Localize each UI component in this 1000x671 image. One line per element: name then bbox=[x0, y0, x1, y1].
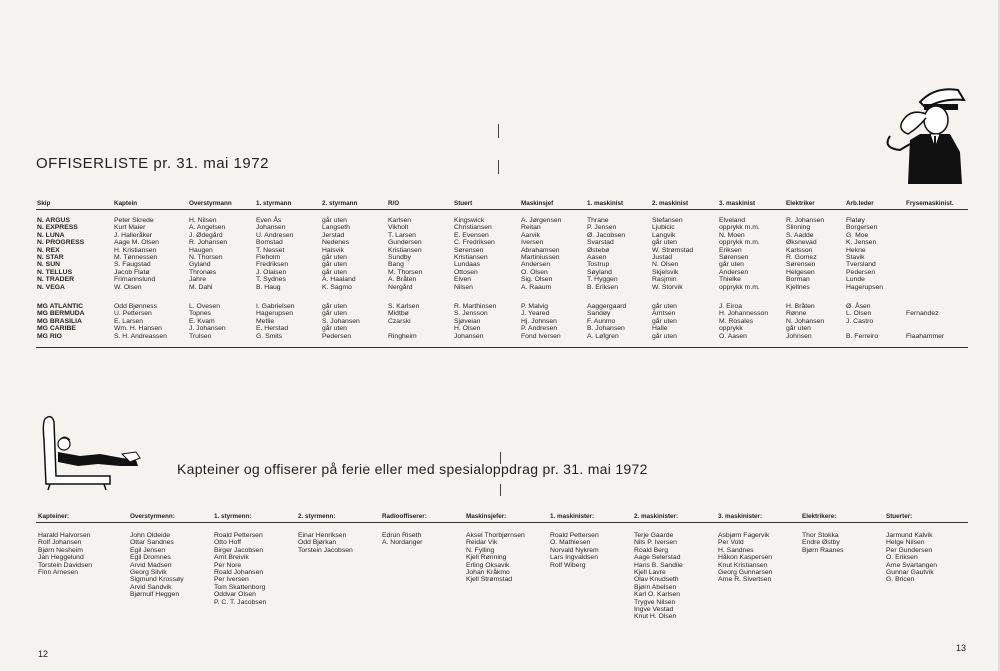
ship-list: N. ARGUS N. EXPRESS N. LUNA N. PROGRESS N. REX N. STAR N. SUN N. TELLUS N. TRADER N. VEGA bbox=[37, 217, 85, 291]
header-skip: Skip bbox=[37, 200, 51, 207]
header-maskinist3: 3. maskinist bbox=[719, 200, 756, 207]
header-overstyrmenn: Overstyrmenn: bbox=[130, 513, 175, 520]
header-arbleder: Arb.leder bbox=[846, 200, 874, 207]
section-title: Kapteiner og offiserer på ferie eller med spesialoppdrag pr. 31. mai 1972 bbox=[177, 461, 648, 477]
relaxing-chair-cartoon-icon bbox=[40, 410, 148, 492]
stuert-list: R. Marthinsen S. Jensson Sjøveian H. Olsen Johansen bbox=[454, 303, 497, 340]
kaptein-list: Odd Bjønness U. Pettersen E. Larsen Wm. H. Hansen S. H. Andreassen bbox=[114, 303, 167, 340]
maskinist1-list: Thrane P. Jensen Ø. Jacobsen Svarstad Østebø Aasen Tostrup Søyland T. Hyggen B. Eriksen bbox=[587, 217, 626, 291]
maskinist3-list: J. Eiroa H. Johannesson M. Rosales opprykk O. Aasen bbox=[719, 303, 769, 340]
styrmann2-list: går uten Langseth Jerstad Nedenes Halsvik går uten går uten går uten A. Haaland K. Sagmo bbox=[322, 217, 356, 291]
header-maskinister3: 3. maskinister: bbox=[718, 513, 763, 520]
radiooffiserer-list: Edrun Riseth A. Nordanger bbox=[382, 532, 423, 547]
maskinist1-list: Aaggergaard Sandøy F. Aunmo B. Johansen A. Løfgren bbox=[587, 303, 627, 340]
stuert-list: Kingswick Christiansen E. Evensen C. Fredriksen Sørensen Kristiansen Lundaas Ottosen Elven Nilsen bbox=[454, 217, 495, 291]
header-maskinist1: 1. maskinist bbox=[587, 200, 624, 207]
header-maskinister1: 1. maskinister: bbox=[550, 513, 595, 520]
maskinister2-list: Terje Gaarde Nils P. Iversen Roald Berg Aage Selerstad Hans B. Sandlie Kjell Lavre Olav Knudseth Bjørn Abelsen Karl O. Karlsen Trygve Nilsen Ingve Vestad Knut H. Olsen bbox=[634, 532, 683, 621]
maskinsjefer-list: Aksel Thorbjørnsen Reidar Vik N. Fylling Kjell Rønning Erling Oksavik Johan Kråkmo Kjell Strømstad bbox=[466, 532, 525, 584]
header-maskinist2: 2. maskinist bbox=[652, 200, 689, 207]
header-maskinsjefer: Maskinsjefer: bbox=[466, 513, 507, 520]
captain-cartoon-icon bbox=[880, 78, 970, 186]
overstyrmenn-list: John Oldeide Ottar Sandnes Egil Jensen Egil Dromnes Arvid Madsen Georg Silvik Sigmund Krossøy Arvid Sandvik Bjørnulf Heggen bbox=[130, 532, 184, 599]
header-maskinister2: 2. maskinister: bbox=[634, 513, 679, 520]
maskinist2-list: går uten Arntsen går uten Halle går uten bbox=[652, 303, 677, 340]
page-number-right: 13 bbox=[956, 643, 967, 653]
elektrikere-list: Thor Stokka Endre Østby Bjørn Raanes bbox=[802, 532, 844, 554]
stuerter-list: Jarmund Kalvik Helge Nilsen Per Gundersen O. Eriksen Arne Svartangen Gunnar Gautvik G. Bricen bbox=[886, 532, 938, 584]
header-elektriker: Elektriker bbox=[786, 200, 815, 207]
header-stuert: Stuert bbox=[454, 200, 473, 207]
styrmenn1-list: Roald Pettersen Otto Hoff Birger Jacobsen Arnt Breivik Per Nore Roald Johansen Per Iversen Tom Skattenborg Oddvar Olsen P. C. T. Jacobsen bbox=[214, 532, 267, 606]
header-stuerter: Stuerter: bbox=[886, 513, 913, 520]
header-styrmenn1: 1. styrmenn: bbox=[214, 513, 252, 520]
maskinister1-list: Roald Pettersen O. Mathiesen Norvald Nykrem Lars Ingvaldsen Rolf Wiberg bbox=[550, 532, 599, 569]
styrmann2-list: går uten går uten S. Johansen går uten Pedersen bbox=[322, 303, 360, 340]
styrmann1-list: Even Ås Johansen U. Andresen Bomstad T. Nesset Fleholm Fredriksen J. Olaisen T. Sydnes B. Haug bbox=[256, 217, 294, 291]
page-title: OFFISERLISTE pr. 31. mai 1972 bbox=[36, 155, 269, 172]
overstyrmann-list: H. Nilsen A. Angelsen J. Ødegård R. Johansen Haugen N. Thorsen Gyland Thronæs Jahre M. Dahl bbox=[189, 217, 228, 291]
header-kapteiner: Kapteiner: bbox=[38, 513, 70, 520]
header-overstyrmann: Overstyrmann bbox=[189, 200, 232, 207]
frysemaskinist-list: Fernandez Flaahammer bbox=[906, 310, 945, 340]
margin-mark bbox=[498, 124, 499, 138]
margin-mark bbox=[500, 484, 501, 496]
arbleder-list: Flatøy Borgersen G. Moe K. Jensen Hekne Stavik Tversland Pedersen Lunde Hagerupsen bbox=[846, 217, 884, 291]
table-rule bbox=[36, 522, 968, 523]
maskinist3-list: Elveland opprykk m.m. N. Moen opprykk m.m. Eriksen Sørensen går uten Andersen Thielke opprykk m.m. bbox=[719, 217, 760, 291]
kaptein-list: Peter Skrede Kurt Maier J. Halleråker Aage M. Olsen H. Kristiansen M. Tønnessen S. Faugstad Jacob Flatø Frimannslund W. Olsen bbox=[114, 217, 159, 291]
overstyrmann-list: L. Ovesen Topnes E. Kvam J. Johansen Trulsen bbox=[189, 303, 226, 340]
page-number-left: 12 bbox=[38, 649, 49, 659]
styrmenn2-list: Einar Henriksen Odd Bjørkan Torstein Jacobsen bbox=[298, 532, 353, 554]
arbleder-list: Ø. Åsen L. Olsen J. Castro B. Ferreiro bbox=[846, 303, 879, 340]
maskinsjef-list: P. Malvig J. Yeared Hj. Johnsen P. Andresen Fond Iversen bbox=[521, 303, 561, 340]
ro-list: Karlsen Vikholt T. Larsen Gundersen Kristiansen Sundby Bang M. Thorsen A. Bråten Nergård bbox=[388, 217, 423, 291]
table-rule bbox=[36, 347, 968, 348]
header-radiooffiserer: Radiooffiserer: bbox=[382, 513, 427, 520]
header-kaptein: Kaptein bbox=[114, 200, 138, 207]
header-elektrikere: Elektrikere: bbox=[802, 513, 837, 520]
maskinist2-list: Stefansen Ljubicic Langvik går uten W. Strømstad Justad N. Olsen Skjelsvik Rasjmin W. Storvik bbox=[652, 217, 694, 291]
header-frysemaskinist: Frysemaskinist. bbox=[906, 200, 954, 207]
header-ro: R/O bbox=[388, 200, 400, 207]
table-rule bbox=[36, 209, 968, 210]
header-styrmenn2: 2. styrmenn: bbox=[298, 513, 336, 520]
elektriker-list: H. Bråten Rønne N. Johansen går uten Johnsen bbox=[786, 303, 825, 340]
elektriker-list: R. Johansen Slinning S. Aadde Øksnevad Karlsson R. Gomez Sørensen Helgesen Borman Kjellnes bbox=[786, 217, 825, 291]
ship-list: MG ATLANTIC MG BERMUDA MG BRASILIA MG CARIBE MG RIO bbox=[37, 303, 85, 340]
kapteiner-list: Harald Halvorsen Rolf Johansen Bjørn Nesheim Jan Heggelund Torstein Davidsen Finn Arnesen bbox=[38, 532, 93, 577]
maskinister3-list: Asbjørn Fagervik Per Vold H. Sandnes Håkon Kaspersen Knut Kristiansen Georg Gunnarsen Arne R. Sivertsen bbox=[718, 532, 773, 584]
margin-mark bbox=[498, 160, 499, 174]
maskinsjef-list: A. Jørgensen Reitan Aarvik Iversen Abrahamsen Martiniussen Andersen O. Olsen Sig. Olsen A. Raaum bbox=[521, 217, 562, 291]
ro-list: S. Karlsen Midtbø Czarski Ringheim bbox=[388, 303, 420, 340]
styrmann1-list: I. Gabrielsen Hagerupsen Metlie E. Herstad G. Smits bbox=[256, 303, 295, 340]
header-maskinsjef: Maskinsjef bbox=[521, 200, 554, 207]
header-styrmann2: 2. styrmann bbox=[322, 200, 358, 207]
header-styrmann1: 1. styrmann bbox=[256, 200, 292, 207]
